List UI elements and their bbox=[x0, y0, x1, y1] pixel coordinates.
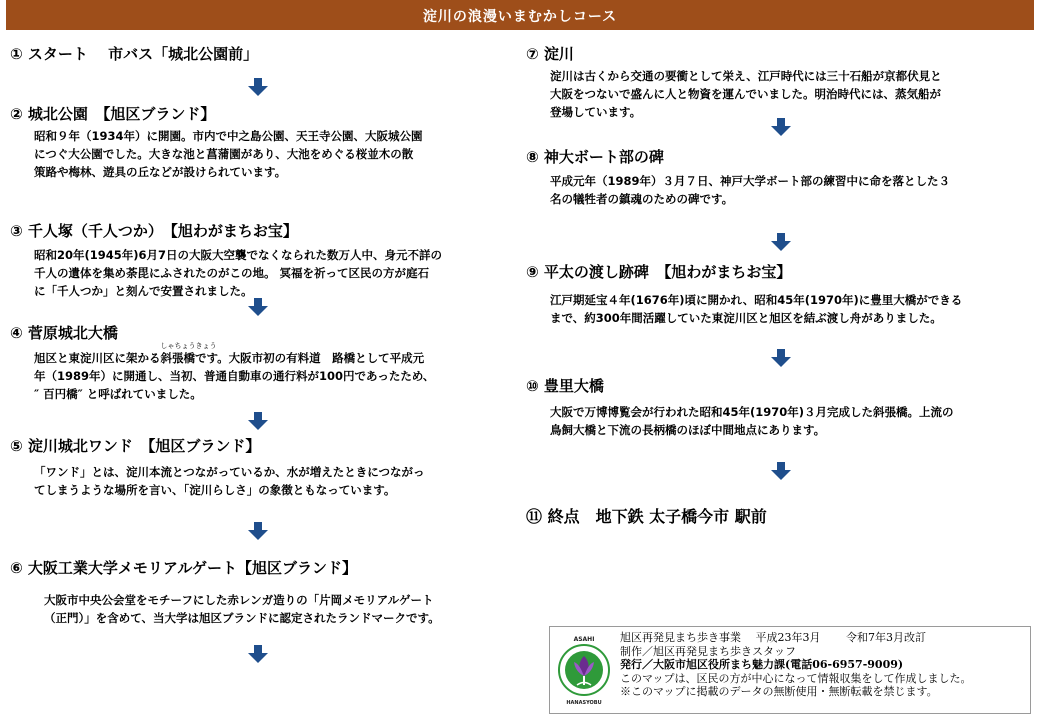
stop-6-description bbox=[44, 591, 440, 627]
stop-4-title: ④ 菅原城北大橋 bbox=[10, 324, 118, 342]
course-title: 淀川の浪漫いまむかしコース bbox=[422, 9, 618, 25]
publisher-line: 発行／大阪市旭区役所まち魅力課(電話06-6957-9009) bbox=[620, 658, 904, 671]
production-line: 制作／旭区再発見まち歩きスタッフ bbox=[620, 644, 796, 658]
stop-10-description bbox=[550, 403, 954, 439]
project-line: 旭区再発見まち歩き事業 平成23年3月 令和7年3月改訂 bbox=[620, 631, 926, 644]
description-line: てしまうような場所を言い、「淀川らしさ」の象徴ともなっています。 bbox=[34, 483, 396, 497]
description-line bbox=[34, 342, 434, 367]
stop-3-description bbox=[34, 246, 442, 300]
title-banner bbox=[6, 0, 1034, 30]
description-line: 大阪市中央公会堂をモチーフにした赤レンガ造りの「片岡メモリアルゲート bbox=[44, 593, 434, 607]
copyright-line: ※このマップに掲載のデータの無断使用・無断転載を禁じます。 bbox=[620, 685, 938, 698]
description-line: 策路や梅林、遊具の丘などが設けられています。 bbox=[34, 165, 287, 179]
description-line: 淀川は古くから交通の要衝として栄え、江戸時代には三十石船が京都伏見と bbox=[550, 69, 942, 83]
description-line: につぐ大公園でした。大きな池と菖蒲園があり、大池をめぐる桜並木の散 bbox=[34, 147, 414, 161]
stop-2-description bbox=[34, 127, 423, 181]
iris-emblem-icon bbox=[557, 632, 611, 708]
down-arrow-icon bbox=[771, 462, 791, 480]
description-line: 登場しています。 bbox=[550, 105, 642, 119]
description-line: 年（1989年）に開通し、当初、普通自動車の通行料が100円であったため、 bbox=[34, 369, 435, 383]
stop-9-title: ⑨ 平太の渡し跡碑 【旭わがまちお宝】 bbox=[526, 263, 792, 281]
credits-box bbox=[549, 626, 1031, 714]
description-line: 千人の遺体を集め荼毘にふされたのがこの地。 冥福を祈って区民の方が庭石 bbox=[34, 266, 429, 280]
stop-1-title: ① スタート 市バス「城北公園前」 bbox=[10, 45, 259, 63]
note-line: このマップは、区民の方が中心になって情報収集をして作成しました。 bbox=[620, 671, 972, 685]
stop-6-title: ⑥ 大阪工業大学メモリアルゲート【旭区ブランド】 bbox=[10, 559, 358, 577]
description-line: 江戸期延宝４年(1676年)頃に開かれ、昭和45年(1970年)に豊里大橋ができる bbox=[550, 293, 963, 307]
stop-5-title: ⑤ 淀川城北ワンド 【旭区ブランド】 bbox=[10, 437, 261, 455]
ruby-base: 斜張橋 bbox=[160, 351, 195, 365]
stop-10-title: ⑩ 豊里大橋 bbox=[526, 377, 604, 395]
down-arrow-icon bbox=[248, 78, 268, 96]
furigana: しゃちょうきょう bbox=[160, 342, 217, 350]
down-arrow-icon bbox=[771, 118, 791, 136]
description-line: 昭和20年(1945年)6月7日の大阪大空襲でなくなられた数万人中、身元不詳の bbox=[34, 248, 443, 262]
description-line: 大阪をつないで盛んに人と物資を運んでいました。明治時代には、蒸気船が bbox=[550, 87, 941, 101]
description-text: 旭区と東淀川区に架かる bbox=[34, 351, 161, 365]
description-line: 平成元年（1989年）３月７日、神戸大学ボート部の練習中に命を落とした３ bbox=[550, 174, 951, 188]
stop-8-description bbox=[550, 172, 950, 208]
emblem-top-text: ASAHI bbox=[573, 636, 595, 643]
description-line: 昭和９年（1934年）に開園。市内で中之島公園、天王寺公園、大阪城公園 bbox=[34, 129, 423, 143]
emblem-bottom-text: HANASYOBU bbox=[566, 700, 602, 706]
down-arrow-icon bbox=[248, 645, 268, 663]
description-line: ″ 百円橋″ と呼ばれていました。 bbox=[34, 387, 202, 401]
down-arrow-icon bbox=[248, 412, 268, 430]
down-arrow-icon bbox=[771, 233, 791, 251]
stop-2-title: ② 城北公園 【旭区ブランド】 bbox=[10, 105, 216, 123]
credits-text bbox=[620, 631, 972, 699]
description-line: 大阪で万博博覧会が行われた昭和45年(1970年)３月完成した斜張橋。上流の bbox=[550, 405, 954, 419]
down-arrow-icon bbox=[248, 522, 268, 540]
description-line: に「千人つか」と刻んで安置されました。 bbox=[34, 284, 253, 298]
description-line: 「ワンド」とは、淀川本流とつながっているか、水が増えたときにつながっ bbox=[34, 465, 425, 479]
ruby-word bbox=[160, 342, 217, 367]
stop-8-title: ⑧ 神大ボート部の碑 bbox=[526, 148, 664, 166]
description-line: 名の犠牲者の鎮魂のための碑です。 bbox=[550, 192, 734, 206]
down-arrow-icon bbox=[248, 298, 268, 316]
stop-7-description bbox=[550, 67, 942, 121]
down-arrow-icon bbox=[771, 349, 791, 367]
stop-11-title: ⑪ 終点 地下鉄 太子橋今市 駅前 bbox=[526, 507, 767, 526]
stop-7-title: ⑦ 淀川 bbox=[526, 45, 574, 63]
stop-9-description bbox=[550, 291, 962, 327]
stop-3-title: ③ 千人塚（千人つか） 【旭わがまちお宝】 bbox=[10, 222, 298, 240]
description-text: です。大阪市初の有料道 路橋として平成元 bbox=[195, 351, 425, 365]
description-line: まで、約300年間活躍していた東淀川区と旭区を結ぶ渡し舟がありました。 bbox=[550, 311, 942, 325]
description-line: （正門）」を含めて、当大学は旭区ブランドに認定されたランドマークです。 bbox=[44, 611, 440, 625]
description-line: 鳥飼大橋と下流の長柄橋のほぼ中間地点にあります。 bbox=[550, 423, 826, 437]
stop-4-description bbox=[34, 342, 435, 403]
stop-5-description bbox=[34, 463, 425, 499]
